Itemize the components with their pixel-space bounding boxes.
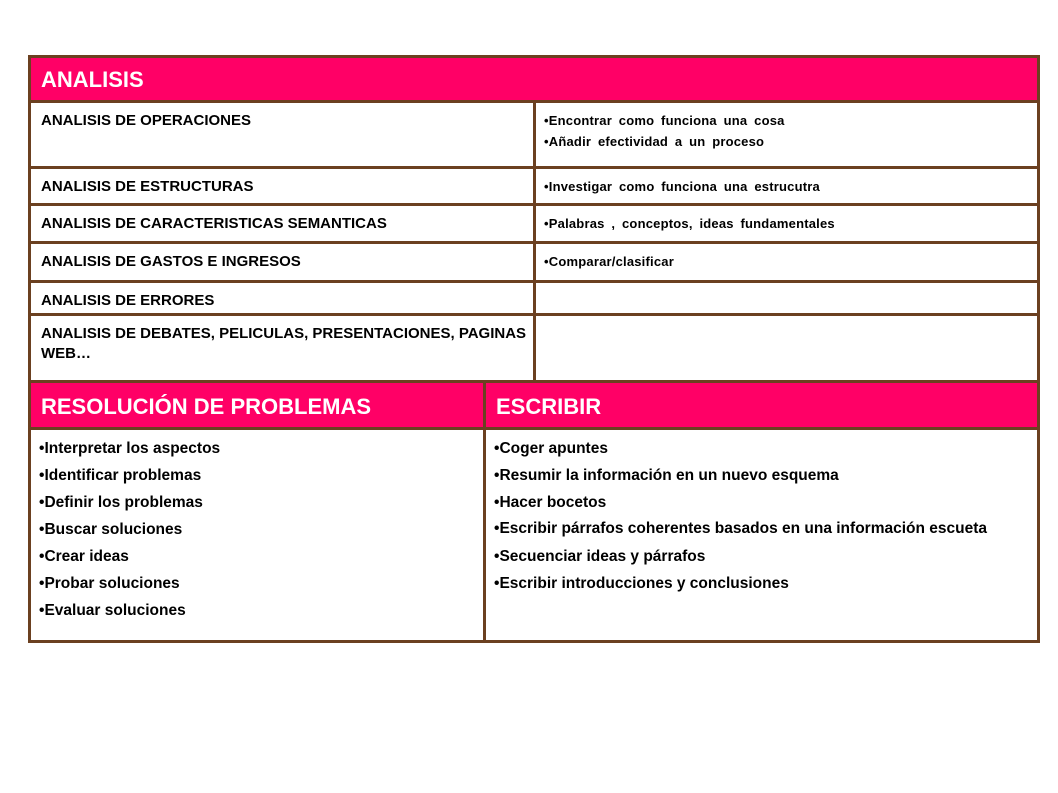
row-label-gastos: ANALISIS DE GASTOS E INGRESOS [30, 243, 535, 282]
row-items-gastos [535, 243, 1039, 282]
list-item: • Evaluar soluciones [39, 597, 483, 624]
list-item: • Encontrar como funciona una cosa [544, 110, 1037, 131]
row-label-errores: ANALISIS DE ERRORES [30, 282, 535, 315]
row-label-estructuras: ANALISIS DE ESTRUCTURAS [30, 168, 535, 205]
analisis-table [28, 55, 1037, 384]
row-items-estructuras [535, 168, 1039, 205]
row-label-operaciones: ANALISIS DE OPERACIONES [30, 102, 535, 168]
list-item: • Definir los problemas [39, 489, 483, 516]
row-items-errores [535, 282, 1039, 315]
row-label-debates: ANALISIS DE DEBATES, PELICULAS, PRESENTACIONES, PAGINAS WEB… [30, 315, 535, 383]
list-item: • Buscar soluciones [39, 516, 483, 543]
list-item: • Escribir párrafos coherentes basados en una información escueta [494, 516, 1037, 543]
row-items-operaciones [535, 102, 1039, 168]
row-label-semanticas: ANALISIS DE CARACTERISTICAS SEMANTICAS [30, 205, 535, 243]
list-item: • Investigar como funciona una estrucutra [544, 176, 1037, 197]
resolucion-list [30, 429, 485, 642]
list-item: • Añadir efectividad a un proceso [544, 131, 1037, 152]
list-item: • Identificar problemas [39, 462, 483, 489]
escribir-list [485, 429, 1039, 642]
list-item: • Interpretar los aspectos [39, 435, 483, 462]
list-item: • Palabras , conceptos, ideas fundamentales [544, 213, 1037, 234]
resolucion-header: RESOLUCIÓN DE PROBLEMAS [30, 382, 485, 429]
list-item: • Escribir introducciones y conclusiones [494, 570, 1037, 597]
row-items-semanticas [535, 205, 1039, 243]
analisis-header: ANALISIS [30, 57, 1039, 102]
bottom-tables [28, 380, 1037, 643]
list-item: • Hacer bocetos [494, 489, 1037, 516]
list-item: • Resumir la información en un nuevo esquema [494, 462, 1037, 489]
list-item: • Secuenciar ideas y párrafos [494, 543, 1037, 570]
row-items-debates [535, 315, 1039, 383]
escribir-header: ESCRIBIR [485, 382, 1039, 429]
list-item: • Comparar/clasificar [544, 251, 1037, 272]
list-item: • Crear ideas [39, 543, 483, 570]
list-item: • Probar soluciones [39, 570, 483, 597]
list-item: • Coger apuntes [494, 435, 1037, 462]
